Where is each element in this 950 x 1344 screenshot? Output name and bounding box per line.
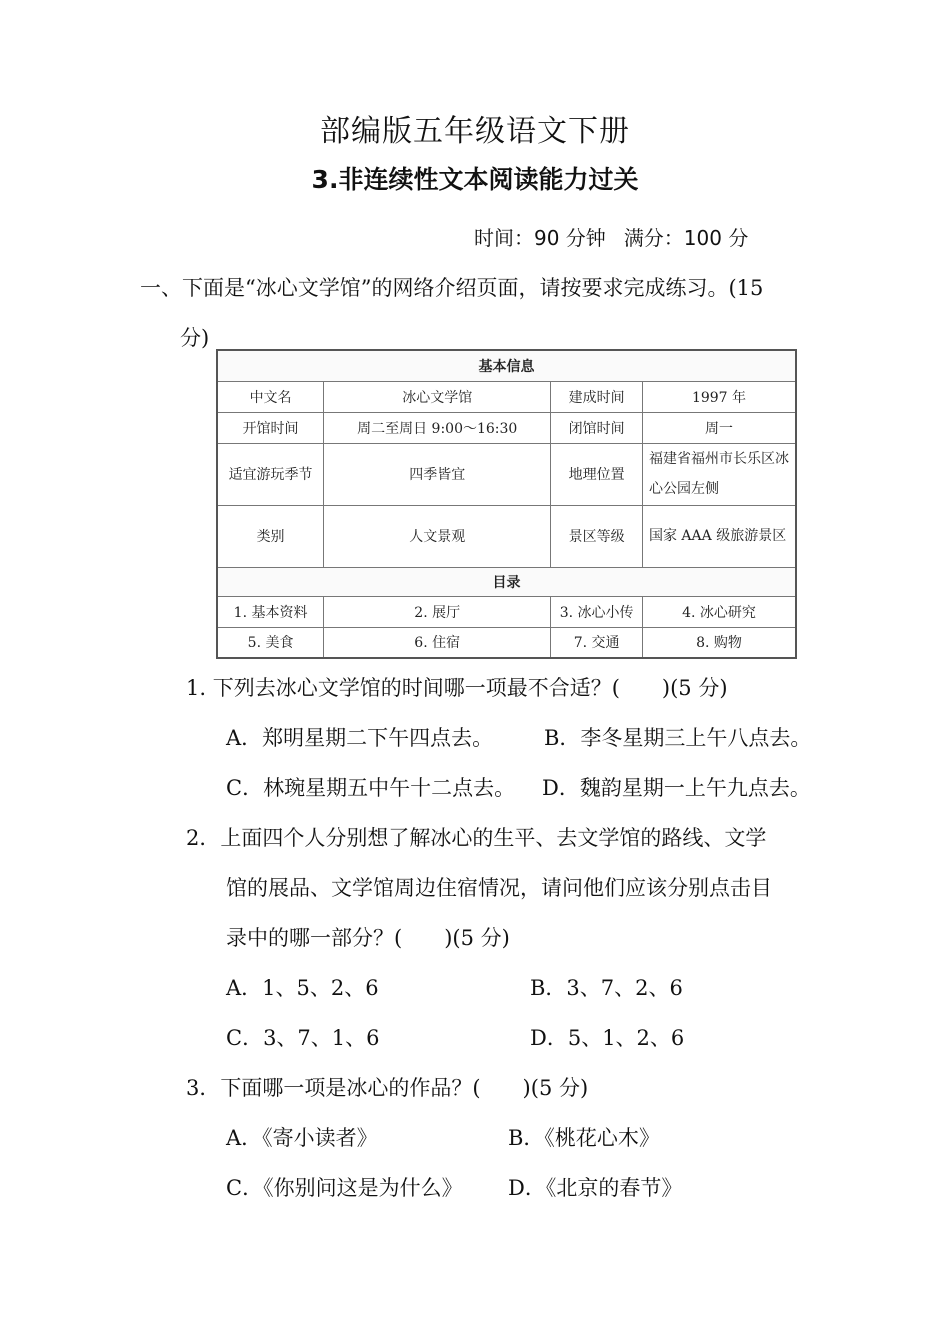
section-1-heading: 一、下面是“冰心文学馆”的网络介绍页面，请按要求完成练习。(15 xyxy=(140,276,764,300)
table-cell: 地理位置 xyxy=(551,443,643,505)
exam-meta xyxy=(474,222,766,251)
question-1-stem: 1. 下列去冰心文学馆的时间哪一项最不合适？( )(5 分) xyxy=(186,676,728,700)
question-3-option-a: A．《寄小读者》 xyxy=(226,1126,378,1150)
question-3-option-b: B．《桃花心木》 xyxy=(508,1126,660,1150)
table-cell: 四季皆宜 xyxy=(324,443,551,505)
question-3-stem: 3．下面哪一项是冰心的作品？( )(5 分) xyxy=(186,1076,589,1100)
toc-item: 2. 展厅 xyxy=(324,596,551,627)
table-cell: 1997 年 xyxy=(642,381,796,412)
page-subtitle: 3.非连续性文本阅读能力过关 xyxy=(311,165,639,194)
exam-score: 满分：100 分 xyxy=(623,226,749,250)
exam-time: 时间：90 分钟 xyxy=(474,226,606,250)
toc-item: 4. 冰心研究 xyxy=(642,596,796,627)
question-2-option-d: D．5、1、2、6 xyxy=(530,1026,685,1050)
question-3-option-c: C．《你别问这是为什么》 xyxy=(226,1176,463,1200)
question-2-stem-line2: 馆的展品、文学馆周边住宿情况，请问他们应该分别点击目 xyxy=(226,876,772,900)
toc-item: 5. 美食 xyxy=(217,627,324,658)
table-cell: 开馆时间 xyxy=(217,412,324,443)
question-2-option-c: C．3、7、1、6 xyxy=(226,1026,380,1050)
section-1-heading-cont: 分) xyxy=(180,326,210,350)
page-title: 部编版五年级语文下册 xyxy=(320,114,630,149)
table-cell: 国家 AAA 级旅游景区 xyxy=(642,505,796,567)
table-cell: 周二至周日 9:00～16:30 xyxy=(324,412,551,443)
table-cell: 人文景观 xyxy=(324,505,551,567)
toc-item: 7. 交通 xyxy=(551,627,643,658)
table-cell: 中文名 xyxy=(217,381,324,412)
info-table xyxy=(216,349,797,659)
question-2-stem-line1: 2．上面四个人分别想了解冰心的生平、去文学馆的路线、文学 xyxy=(186,826,767,850)
question-2-stem-line3: 录中的哪一部分？( )(5 分) xyxy=(226,926,510,950)
question-1-option-d: D．魏韵星期一上午九点去。 xyxy=(542,776,811,800)
toc-item: 3. 冰心小传 xyxy=(551,596,643,627)
toc-item: 8. 购物 xyxy=(642,627,796,658)
table-cell: 福建省福州市长乐区冰心公园左侧 xyxy=(642,443,796,505)
question-2-option-b: B．3、7、2、6 xyxy=(530,976,683,1000)
question-3-option-d: D．《北京的春节》 xyxy=(508,1176,683,1200)
table-cell: 类别 xyxy=(217,505,324,567)
question-1-option-b: B．李冬星期三上午八点去。 xyxy=(544,726,812,750)
toc-item: 6. 住宿 xyxy=(324,627,551,658)
table-cell: 建成时间 xyxy=(551,381,643,412)
table-cell: 闭馆时间 xyxy=(551,412,643,443)
table-cell: 冰心文学馆 xyxy=(324,381,551,412)
toc-header: 目录 xyxy=(217,567,796,596)
table-cell: 周一 xyxy=(642,412,796,443)
table-cell: 适宜游玩季节 xyxy=(217,443,324,505)
question-2-option-a: A．1、5、2、6 xyxy=(226,976,379,1000)
toc-item: 1. 基本资料 xyxy=(217,596,324,627)
question-1-option-c: C．林琬星期五中午十二点去。 xyxy=(226,776,516,800)
table-cell: 景区等级 xyxy=(551,505,643,567)
question-1-option-a: A．郑明星期二下午四点去。 xyxy=(226,726,494,750)
basic-info-header: 基本信息 xyxy=(217,350,796,381)
